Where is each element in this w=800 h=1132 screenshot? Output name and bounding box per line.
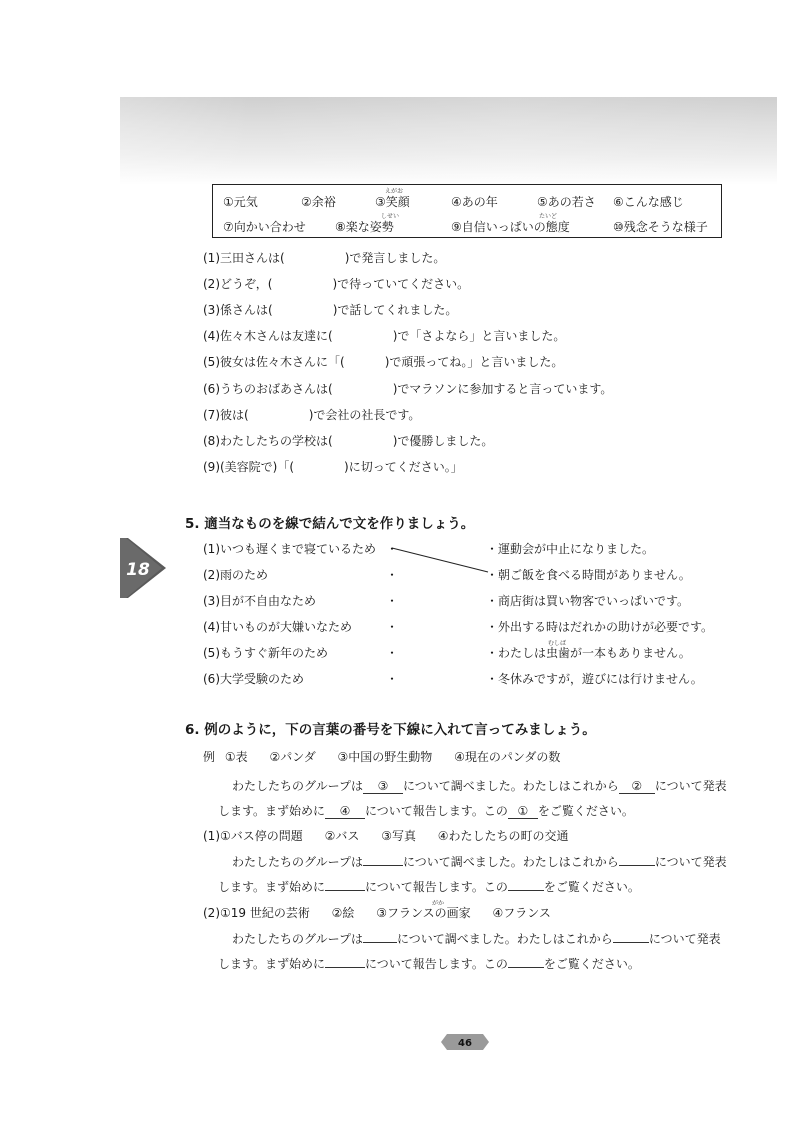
match-left-6: (6)大学受験のため <box>203 672 304 686</box>
match-right-4: ・外出する時はだれかの助けが必要です。 <box>486 620 714 634</box>
match-right-6: ・冬休みですが，遊びには行けません。 <box>486 672 703 686</box>
word-choice-box <box>212 184 722 238</box>
match-dot[interactable]: ・ <box>386 620 399 634</box>
example-answer: ③ <box>363 779 403 794</box>
match-dot[interactable]: ・ <box>386 542 399 556</box>
answer-blank[interactable] <box>508 967 544 968</box>
sentence-2: (2)どうぞ，( )で待っていてください。 <box>203 277 470 291</box>
match-left-3: (3)目が不自由なため <box>203 594 316 608</box>
word-choice: ⑦向かい合わせ <box>223 220 306 234</box>
example-answer: ② <box>619 779 655 794</box>
q1-options: (1)①バス停の問題 ②バス ③写真 ④わたしたちの町の交通 <box>203 829 569 843</box>
match-left-1: (1)いつも遅くまで寝ているため <box>203 542 376 556</box>
page-number-badge <box>441 1030 489 1054</box>
chapter-tab <box>116 538 168 598</box>
q2-options: (2)①19 世紀の芸術 ②絵 ③フランスの画家 ④フランス <box>203 906 551 920</box>
q2-line-1: わたしたちのグループは について調べました。わたしはこれから について発表 <box>232 932 721 946</box>
answer-blank[interactable] <box>619 865 655 866</box>
furigana: えがお <box>385 188 404 195</box>
chapter-number: 18 <box>126 560 150 580</box>
word-choice: ⑨自信いっぱいの態度 <box>451 220 570 234</box>
word-choice: ⑤あの若さ <box>537 195 596 209</box>
example-label: 例 <box>203 750 216 764</box>
sentence-5: (5)彼女は佐々木さんに「( )で頑張ってね。」と言いました。 <box>203 355 564 369</box>
sentence-6: (6)うちのおばあさんは( )でマラソンに参加すると言っています。 <box>203 382 613 396</box>
match-right-3: ・商店街は買い物客でいっぱいです。 <box>486 594 690 608</box>
example-options: 例 ①表 ②パンダ ③中国の野生動物 ④現在のパンダの数 <box>203 750 561 764</box>
sentence-7: (7)彼は( )で会社の社長です。 <box>203 408 421 422</box>
header-band <box>120 97 777 185</box>
word-choice: ②余裕 <box>301 195 336 209</box>
section-6-title: 6. 例のように，下の言葉の番号を下線に入れて言ってみましょう。 <box>185 722 596 738</box>
match-left-5: (5)もうすぐ新年のため <box>203 646 328 660</box>
q1-line-2: します。まず始めに について報告します。この をご覧ください。 <box>218 880 640 894</box>
match-dot[interactable]: ・ <box>386 672 399 686</box>
match-dot[interactable]: ・ <box>386 646 399 660</box>
example-answer: ① <box>508 804 538 819</box>
example-line-2: します。まず始めに ④ について報告します。この ① をご覧ください。 <box>218 804 634 818</box>
furigana: がか <box>432 900 445 907</box>
page-number: 46 <box>458 1038 472 1049</box>
answer-blank[interactable] <box>613 942 649 943</box>
word-choice: ④あの年 <box>451 195 498 209</box>
furigana: むしば <box>548 640 567 647</box>
answer-blank[interactable] <box>325 967 365 968</box>
sentence-3: (3)係さんは( )で話してくれました。 <box>203 303 458 317</box>
word-choice: ①元気 <box>223 195 258 209</box>
match-left-2: (2)雨のため <box>203 568 268 582</box>
example-answer: ④ <box>325 804 365 819</box>
word-choice: ⑩残念そうな様子 <box>613 220 708 234</box>
sentence-8: (8)わたしたちの学校は( )で優勝しました。 <box>203 434 494 448</box>
word-choice: ⑥こんな感じ <box>613 195 684 209</box>
q2-line-2: します。まず始めに について報告します。この をご覧ください。 <box>218 957 640 971</box>
answer-blank[interactable] <box>363 942 397 943</box>
match-left-4: (4)甘いものが大嫌いなため <box>203 620 352 634</box>
sentence-9: (9)(美容院で)「( )に切ってください。」 <box>203 460 463 474</box>
example-line-1: わたしたちのグループは ③ について調べました。わたしはこれから ② について発表 <box>232 779 727 793</box>
q1-line-1: わたしたちのグループは について調べました。わたしはこれから について発表 <box>232 855 727 869</box>
answer-blank[interactable] <box>508 890 544 891</box>
answer-blank[interactable] <box>325 890 365 891</box>
match-dot[interactable]: ・ <box>386 568 399 582</box>
match-right-5: ・わたしは虫歯が一本もありません。 <box>486 646 691 660</box>
sentence-1: (1)三田さんは( )で発言しました。 <box>203 251 446 265</box>
word-choice: ⑧楽な姿勢 <box>335 220 394 234</box>
furigana: たいど <box>539 213 558 220</box>
match-dot[interactable]: ・ <box>386 594 399 608</box>
match-right-1: ・運動会が中止になりました。 <box>486 542 655 556</box>
match-right-2: ・朝ご飯を食べる時間がありません。 <box>486 568 691 582</box>
sentence-4: (4)佐々木さんは友達に( )で「さよなら」と言いました。 <box>203 329 566 343</box>
furigana: しせい <box>381 213 400 220</box>
word-choice: ③笑顔 <box>375 195 410 209</box>
answer-blank[interactable] <box>363 865 403 866</box>
section-5-title: 5. 適当なものを線で結んで文を作りましょう。 <box>185 516 475 532</box>
